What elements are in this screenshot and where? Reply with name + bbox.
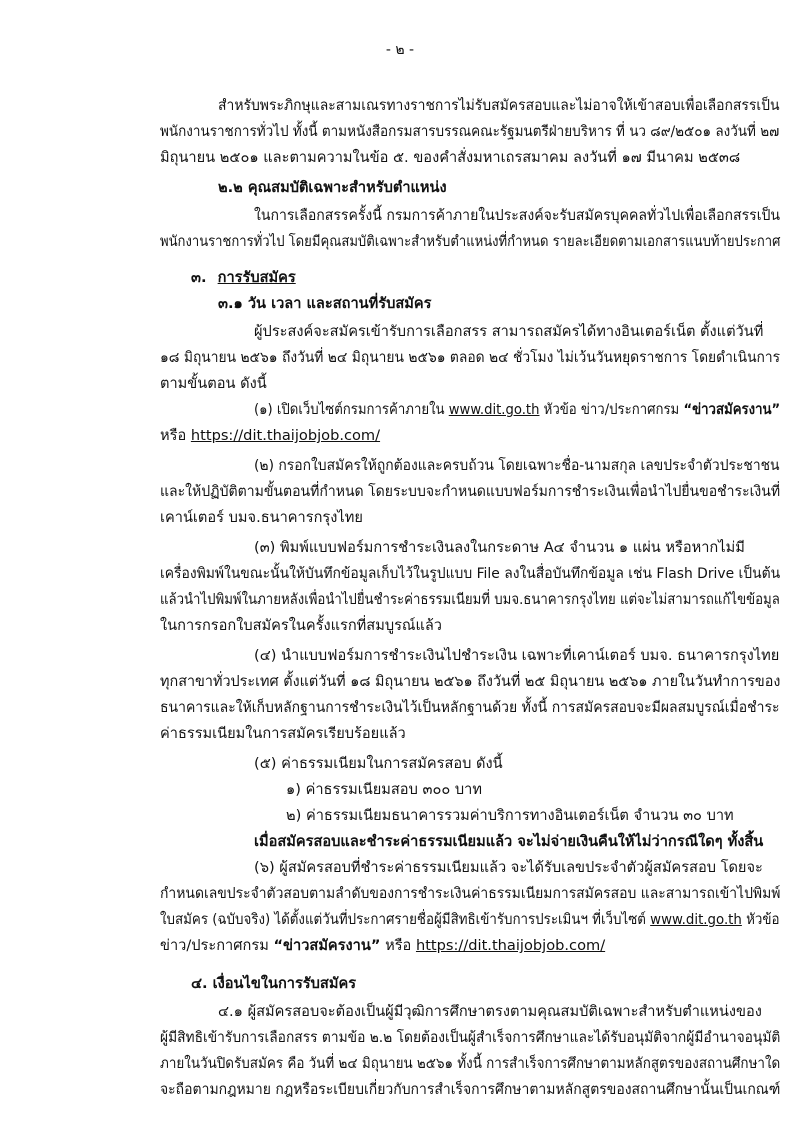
step-4-line-4: ค่าธรรมเนียมในการสมัครเรียบร้อยแล้ว xyxy=(160,725,406,742)
thaijobjob-link[interactable]: https://dit.thaijobjob.com/ xyxy=(190,427,381,444)
step-6-news: ข่าว/ประกาศกรม xyxy=(160,937,274,954)
step-6-line-3 xyxy=(160,910,780,930)
step-4-line-1: (๔) นำแบบฟอร์มการชำระเงินไปชำระเงิน เฉพาะที่เคาน์เตอร์ บมจ. ธนาคารกรุงไทย xyxy=(254,647,780,664)
step-1-job-news: “ข่าวสมัครงาน” xyxy=(683,401,781,418)
step-4-line-3: ธนาคารและให้เก็บหลักฐานการชำระเงินไว้เป็นหลักฐานด้วย ทั้งนี้ การสมัครสอบจะมีผลสมบูรณ์เมื่อชำระ xyxy=(160,699,780,716)
section-4-1-line-3: ภายในวันปิดรับสมัคร คือ วันที่ ๒๔ มิถุนายน ๒๕๖๑ ทั้งนี้ การสำเร็จการศึกษาตามหลักสูตรของสถานศึกษาใด xyxy=(160,1055,781,1072)
step-2-line-1: (๒) กรอกใบสมัครให้ถูกต้องและครบถ้วน โดยเฉพาะชื่อ-นามสกุล เลขประจำตัวประชาชน xyxy=(254,457,780,474)
step-6-or: หรือ xyxy=(380,937,416,954)
step-3-line-4: ในการกรอกใบสมัครในครั้งแรกที่สมบูรณ์แล้ว xyxy=(160,617,443,634)
step-6-line-2: กำหนดเลขประจำตัวสอบตามลำดับของการชำระเงินค่าธรรมเนียมการสมัครสอบ และสามารถเข้าไปพิมพ์ xyxy=(160,885,781,902)
section-4-1-line-4: จะถือตามกฎหมาย กฎหรือระเบียบเกี่ยวกับการสำเร็จการศึกษาตามหลักสูตรของสถานศึกษานั้นเป็นเกณฑ์ xyxy=(160,1081,781,1098)
step-6-text: ใบสมัคร (ฉบับจริง) ได้ตั้งแต่วันที่ประกาศรายชื่อผู้มีสิทธิเข้ารับการประเมินฯ ที่เว็บไซต์ xyxy=(160,911,651,928)
section-4-heading: ๔. เงื่อนไขในการรับสมัคร xyxy=(191,975,357,992)
step-6-topic: หัวข้อ xyxy=(741,911,780,928)
step-2-line-3: เคาน์เตอร์ บมจ.ธนาคารกรุงไทย xyxy=(160,509,363,526)
monks-line-2: พนักงานราชการทั่วไป ทั้งนี้ ตามหนังสือกรมสารบรรณคณะรัฐมนตรีฝ่ายบริหาร ที่ นว ๘๙/๒๕๐๑ ลงวันที่ ๒๗ xyxy=(160,123,780,140)
section-3-heading xyxy=(191,268,296,288)
step-6-job-news: “ข่าวสมัครงาน” xyxy=(273,937,381,954)
step-6-line-1: (๖) ผู้สมัครสอบที่ชำระค่าธรรมเนียมแล้ว จะได้รับเลขประจำตัวผู้สมัครสอบ โดยจะ xyxy=(254,859,763,876)
section-3-1-line-3: ตามขั้นตอน ดังนี้ xyxy=(160,375,267,392)
step-1-text: (๑) เปิดเว็บไซต์กรมการค้าภายใน xyxy=(254,401,449,418)
section-3-1-heading: ๓.๑ วัน เวลา และสถานที่รับสมัคร xyxy=(218,295,432,312)
fee-item-1: ๑) ค่าธรรมเนียมสอบ ๓๐๐ บาท xyxy=(286,781,482,798)
thaijobjob-link-2[interactable]: https://dit.thaijobjob.com/ xyxy=(415,937,606,954)
section-3-1-line-1: ผู้ประสงค์จะสมัครเข้ารับการเลือกสรร สามารถสมัครได้ทางอินเตอร์เน็ต ตั้งแต่วันที่ xyxy=(254,323,764,340)
dit-website-link[interactable]: www.dit.go.th xyxy=(448,401,540,418)
section-3-number: ๓. xyxy=(191,269,207,286)
section-4-1-line-1: ๔.๑ ผู้สมัครสอบจะต้องเป็นผู้มีวุฒิการศึกษาตรงตามคุณสมบัติเฉพาะสำหรับตำแหน่งของ xyxy=(218,1003,762,1020)
step-4-line-2: ทุกสาขาทั่วประเทศ ตั้งแต่วันที่ ๑๘ มิถุนายน ๒๕๖๑ ถึงวันที่ ๒๕ มิถุนายน ๒๕๖๑ ภายในวันทำการของ xyxy=(160,673,781,690)
page-number: - ๒ - xyxy=(385,42,415,58)
monks-line-1: สำหรับพระภิกษุและสามเณรทางราชการไม่รับสมัครสอบและไม่อาจให้เข้าสอบเพื่อเลือกสรรเป็น xyxy=(218,97,780,114)
section-3-title: การรับสมัคร xyxy=(217,269,296,286)
section-3-1-line-2: ๑๘ มิถุนายน ๒๕๖๑ ถึงวันที่ ๒๔ มิถุนายน ๒๕๖๑ ตลอด ๒๔ ชั่วโมง ไม่เว้นวันหยุดราชการ โดยดำเนินการ xyxy=(160,349,781,366)
step-3-line-1: (๓) พิมพ์แบบฟอร์มการชำระเงินลงในกระดาษ A๔ จำนวน ๑ แผ่น หรือหากไม่มี xyxy=(254,539,745,556)
dit-website-link-2[interactable]: www.dit.go.th xyxy=(650,911,742,928)
step-3-line-3: แล้วนำไปพิมพ์ในภายหลังเพื่อนำไปยื่นชำระค่าธรรมเนียมที่ บมจ.ธนาคารกรุงไทย แต่จะไม่สามารถแก้ไขข้อมูล xyxy=(160,591,780,608)
section-4-1-line-2: ผู้มีสิทธิเข้ารับการเลือกสรร ตามข้อ ๒.๒ โดยต้องเป็นผู้สำเร็จการศึกษาและได้รับอนุมัติจากผู้มีอำนาจอนุมัติ xyxy=(160,1029,781,1046)
section-2-2-line-1: ในการเลือกสรรครั้งนี้ กรมการค้าภายในประสงค์จะรับสมัครบุคคลทั่วไปเพื่อเลือกสรรเป็น xyxy=(254,207,781,224)
no-refund-notice: เมื่อสมัครสอบและชำระค่าธรรมเนียมแล้ว จะไม่จ่ายเงินคืนให้ไม่ว่ากรณีใดๆ ทั้งสิ้น xyxy=(254,833,764,850)
step-1-line-2 xyxy=(160,426,380,446)
step-5-heading: (๕) ค่าธรรมเนียมในการสมัครสอบ ดังนี้ xyxy=(254,755,503,772)
section-2-2-heading: ๒.๒ คุณสมบัติเฉพาะสำหรับตำแหน่ง xyxy=(218,179,447,196)
step-1-topic: หัวข้อ ข่าว/ประกาศกรม xyxy=(539,401,684,418)
step-1-or: หรือ xyxy=(160,427,191,444)
step-2-line-2: และให้ปฏิบัติตามขั้นตอนที่กำหนด โดยระบบจะกำหนดแบบฟอร์มการชำระเงินเพื่อนำไปยื่นขอชำระเงินที่ xyxy=(160,483,781,500)
section-2-2-line-2: พนักงานราชการทั่วไป โดยมีคุณสมบัติเฉพาะสำหรับตำแหน่งที่กำหนด รายละเอียดตามเอกสารแนบท้ายประกาศ xyxy=(160,233,781,250)
monks-line-3: มิถุนายน ๒๕๐๑ และตามความในข้อ ๕. ของคำสั่งมหาเถรสมาคม ลงวันที่ ๑๗ มีนาคม ๒๕๓๘ xyxy=(160,149,741,166)
step-3-line-2: เครื่องพิมพ์ในขณะนั้นให้บันทึกข้อมูลเก็บไว้ในรูปแบบ File ลงในสื่อบันทึกข้อมูล เช่น Flash Drive เป็นต้น xyxy=(160,565,781,582)
step-6-line-4 xyxy=(160,936,605,956)
fee-item-2: ๒) ค่าธรรมเนียมธนาคารรวมค่าบริการทางอินเตอร์เน็ต จำนวน ๓๐ บาท xyxy=(286,807,734,824)
step-1-line-1 xyxy=(254,400,780,420)
